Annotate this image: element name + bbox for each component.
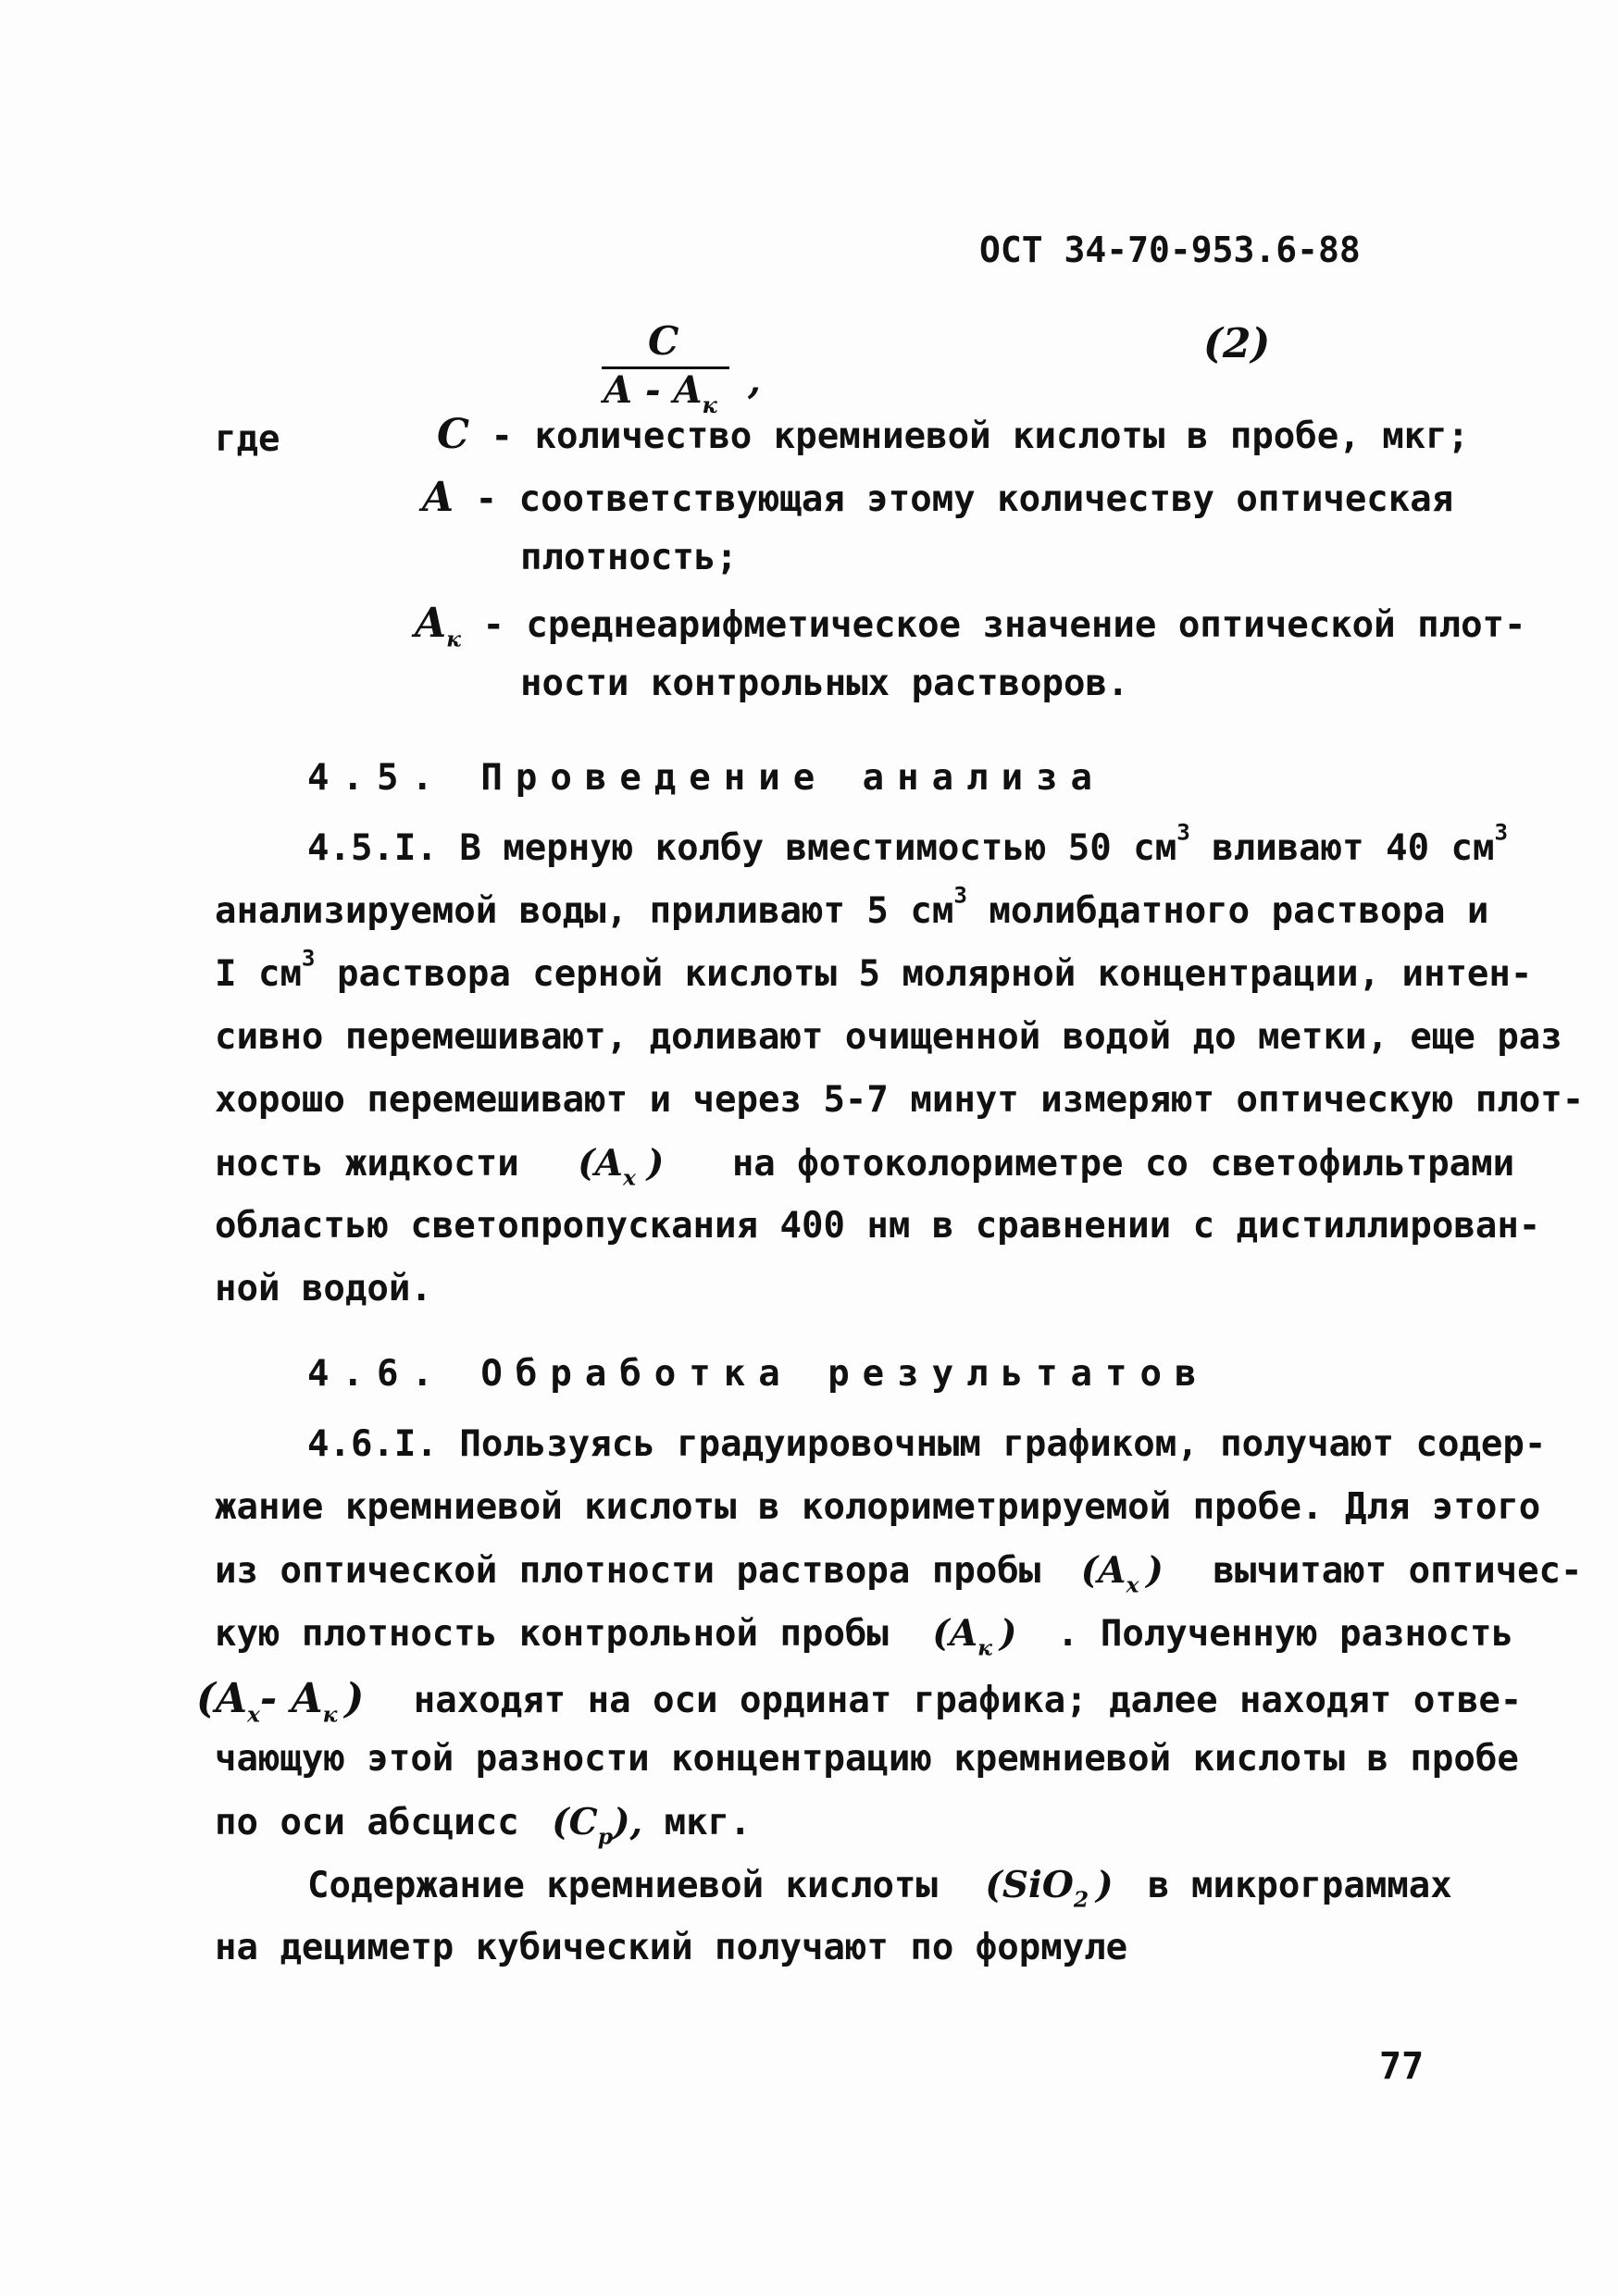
paragraph-4-5-1-line-8: ной водой. <box>215 1268 432 1309</box>
document-code: ОСТ 34-70-953.6-88 <box>979 230 1361 270</box>
definition-c: C - количество кремниевой кислоты в пробе, мкг; <box>437 411 1470 458</box>
formula-number: (2) <box>1203 320 1271 367</box>
definition-a: A - соответствующая этому количеству оптическая <box>422 474 1454 521</box>
definition-a-continued: плотность; <box>520 537 738 578</box>
section-4-6-heading: 4.6. Обработка результатов <box>307 1353 1210 1395</box>
paragraph-4-6-2-line-1: Содержание кремниевой кислоты (SiO$_2$ ) в микрограммах <box>307 1864 1452 1913</box>
paragraph-4-6-1-line-4: кую плотность контрольной пробы ($A_к$ ) . Полученную разность <box>215 1612 1513 1661</box>
paragraph-4-5-1-line-3: I $см^3$ раствора серной кислоты 5 молярной концентрации, интен- <box>215 945 1533 995</box>
paragraph-4-5-1-line-5: хорошо перемешивают и через 5-7 минут измеряют оптическую плот- <box>215 1079 1585 1121</box>
paragraph-4-6-1-line-2: жание кремниевой кислоты в колориметрируемой пробе. Для этого <box>215 1486 1541 1528</box>
paragraph-4-6-1-line-7: по оси абсцисс $(C_p)$, мкг. <box>215 1801 752 1850</box>
paragraph-4-5-1-line-2: анализируемой воды, приливают 5 $см^3$ молибдатного раствора и <box>215 882 1489 932</box>
page-number: 77 <box>1379 2045 1425 2088</box>
paragraph-4-5-1-line-1: 4.5.I. В мерную колбу вместимостью 50 $см^3$ вливают 40 $см^3$ <box>307 819 1509 869</box>
section-4-5-heading: 4.5. Проведение анализа <box>307 757 1106 799</box>
formula-numerator: C <box>648 318 679 364</box>
paragraph-4-6-1-line-3: из оптической плотности раствора пробы ($A_x$ ) вычитают оптичес- <box>215 1549 1583 1598</box>
definition-ak: $A_к$ - среднеарифметическое значение оптической плот- <box>415 600 1526 652</box>
definition-ak-continued: ности контрольных растворов. <box>520 663 1129 704</box>
paragraph-4-5-1-line-4: сивно перемешивают, доливают очищенной водой до метки, еще раз <box>215 1016 1562 1058</box>
paragraph-4-6-1-line-6: чающую этой разности концентрацию кремниевой кислоты в пробе <box>215 1738 1519 1780</box>
formula-denominator: A - $A_к$ <box>604 368 717 418</box>
where-label: где <box>215 418 280 460</box>
paragraph-4-6-2-line-2: на дециметр кубический получают по формуле <box>215 1927 1128 1968</box>
formula-comma: , <box>748 359 761 403</box>
paragraph-4-5-1-line-7: областью светопропускания 400 нм в сравнении с дистиллирован- <box>215 1205 1541 1247</box>
paragraph-4-6-1-line-1: 4.6.I. Пользуясь градуировочным графиком, получают содер- <box>307 1423 1547 1465</box>
paragraph-4-6-1-line-5: ($A_x-$ $A_к$ ) находят на оси ординат графика; далее находят отве- <box>196 1675 1523 1728</box>
paragraph-4-5-1-line-6: ность жидкости ($A_x$ ) на фотоколориметре со светофильтрами <box>215 1142 1515 1191</box>
